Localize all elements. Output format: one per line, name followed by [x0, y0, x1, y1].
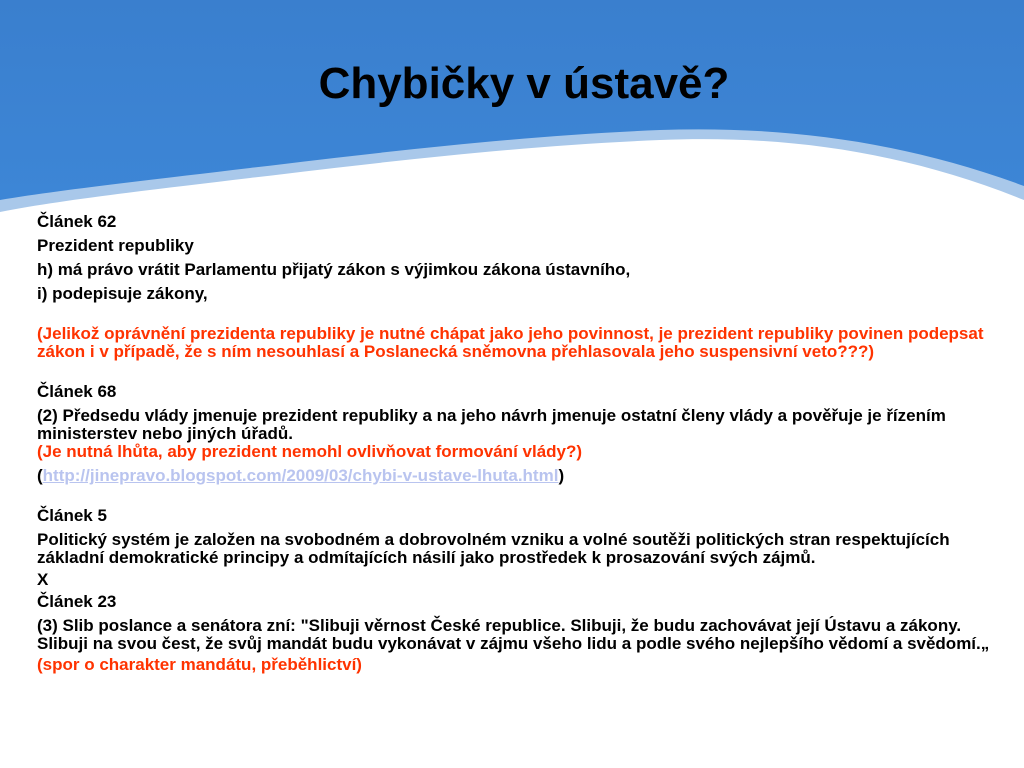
link-close-paren: ) — [558, 466, 565, 485]
blog-link[interactable]: http://jinepravo.blogspot.com/2009/03/chybi-v-ustave-lhuta.html — [42, 466, 559, 485]
article-62-line-i: i) podepisuje zákony, — [37, 284, 208, 303]
page-title: Chybičky v ústavě? — [318, 59, 730, 108]
spacer — [37, 364, 997, 380]
spacer — [37, 488, 997, 504]
article-68-comment: (Je nutná lhůta, aby prezident nemohl ovlivňovat formování vlády?) — [37, 442, 583, 461]
article-68-heading: Článek 68 — [37, 382, 117, 401]
spacer — [37, 306, 997, 322]
article-5-heading: Článek 5 — [37, 506, 107, 525]
separator-x: X — [37, 570, 49, 589]
article-23-comment: (spor o charakter mandátu, přeběhlictví) — [37, 655, 362, 674]
article-23-text: (3) Slib poslance a senátora zní: "Slibuji věrnost České republice. Slibuji, že budu zachovávat její Ústavu a zákony. Slibuji na svou čest, že svůj mandát budu vykonávat v zájmu všeho lidu a podle svého nejlepšího vědomí a svědomí.„ — [37, 616, 990, 653]
article-62-heading: Článek 62 — [37, 212, 117, 231]
slide-content — [37, 210, 997, 677]
article-23-heading: Článek 23 — [37, 592, 117, 611]
article-62-line-h: h) má právo vrátit Parlamentu přijatý zákon s výjimkou zákona ústavního, — [37, 260, 631, 279]
article-62-comment: (Jelikož oprávnění prezidenta republiky je nutné chápat jako jeho povinnost, je prezident republiky povinen podepsat zákon i v případě, že s ním nesouhlasí a Poslanecká sněmovna přehlasovala jeho suspensivní veto???) — [37, 324, 984, 361]
article-68-text: (2) Předsedu vlády jmenuje prezident republiky a na jeho návrh jmenuje ostatní členy vlády a pověřuje je řízením ministerstev nebo jiných úřadů. — [37, 406, 946, 443]
article-68-link-line — [37, 464, 997, 488]
article-62-line-1: Prezident republiky — [37, 236, 194, 255]
article-5-text: Politický systém je založen na svobodném a dobrovolném vzniku a volné soutěži politických stran respektujících základní demokratické principy a odmítajících násilí jako prostředek k prosazování svých zájmů. — [37, 530, 950, 567]
link-open-paren: ( — [37, 466, 43, 485]
